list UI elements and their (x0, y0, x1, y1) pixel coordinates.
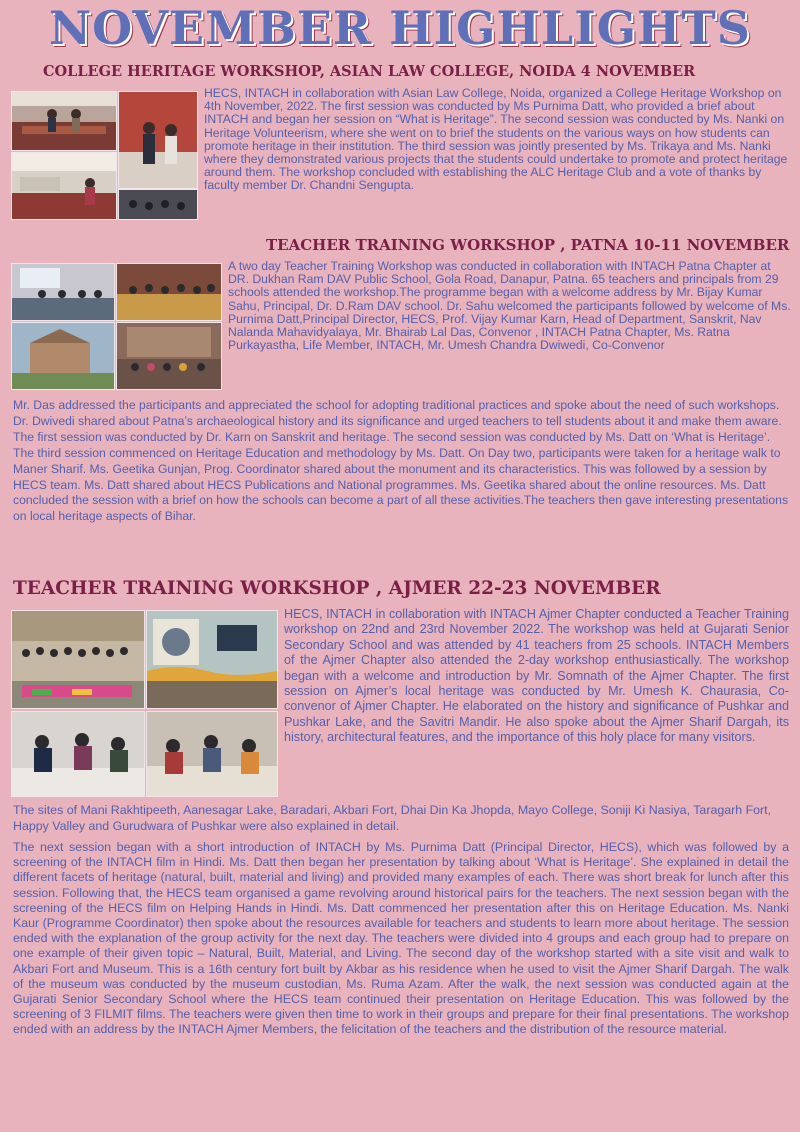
photo-noida-speakers (118, 91, 198, 189)
photo-ajmer-discussion (146, 711, 278, 797)
photo-patna-group (116, 263, 222, 321)
photo-patna-heritage-walk (116, 322, 222, 390)
photo-patna-monument (11, 322, 115, 390)
patna-paragraph-2: Mr. Das addressed the participants and appreciated the school for adopting traditional practices and spoke about the need of such workshops. Dr. Dwivedi shared about Patna’s archaeological history and its significance and urged teachers to tell students about it and make them aware. The first session was conducted by Dr. Karn on Sanskrit and heritage. The second session was conducted by Ms. Datt on ‘What is Heritage’. The third session commenced on Heritage Education and methodology by Ms. Datt. On Day two, participants were taken for a heritage walk to Maner Sharif. Ms. Geetika Gunjan, Prog. Coordinator shared about the monument and its characteristics. This was followed by a session by HECS team. Ms. Datt shared about HECS Publications and National programmes. Ms. Geetika shared about the online resources. Ms. Datt concluded the session with a brief on how the schools can become a part of all these activities.The teachers then gave interesting presentations on local heritage aspects of Bihar. (13, 398, 789, 524)
ajmer-paragraph-3: The next session began with a short introduction of INTACH by Ms. Purnima Datt (Principal Director, HECS), which was followed by a screening of the INTACH film in Hindi. Ms. Datt then began her presentation by talking about ‘What is Heritage’. She explained in detail the different facets of heritage (natural, built, material and living) and provided many examples of each. There was short break for lunch after this session. Following that, the HECS team organised a game revolving around historical pairs for the teachers. The next session began with the screening of the HECS film on Helping Hands in Hindi. Ms. Datt commenced her presentation after this on Heritage Education. Ms. Nanki Kaur (Programme Coordinator) then spoke about the resources available for teachers and students to learn more about heritage. The session ended with the explanation of the group activity for the next day. The teachers were divided into 4 groups and each group had to prepare on one example of their given topic – Natural, Built, Material, and Living. The second day of the workshop started with a site visit and walk to Akbari Fort and Museum. This is a 16th century fort built by Akbar as his residence when he used to visit the Ajmer Sharif Dargah. The walk of the museum was conducted by the museum custodian, Ms. Ruma Azam. After the walk, the next session was conducted again at the Gujarati Senior Secondary School where the HECS team continued their presentation on Heritage Education. This was followed by the screening of 3 FILMIT films. The teachers were given then time to work in their groups and prepare for their final presentations. The workshop ended with an address by the INTACH Ajmer Members, the felicitation of the teachers and the distribution of the resource material. (13, 840, 789, 1037)
patna-paragraph-1: A two day Teacher Training Workshop was conducted in collaboration with INTACH Patna Chapter at DR. Dukhan Ram DAV Public School, Gola Road, Danapur, Patna. 65 teachers and principals from 29 schools attended the workshop.The programme began with a welcome address by Mr. Bijay Kumar Sahu, Principal, Dr. D.Ram DAV school. Dr. Sahu welcomed the participants followed by welcome of Ms. Purnima Datt,Principal Director, HECS, Prof. Vijay Kumar Karn, Head of Department, Sanskrit, Nav Nalanda Mahavidyalaya, Mr. Bhairab Lal Das, Convenor , INTACH Patna Chapter, Ms. Ratna Purkayastha, Life Member, INTACH, Mr. Umesh Chandra Dwiwedi, Co-Convenor (228, 259, 791, 353)
photo-ajmer-group (11, 610, 145, 709)
section-heading-patna: TEACHER TRAINING WORKSHOP , PATNA 10-11 NOVEMBER (266, 236, 790, 254)
section-heading-ajmer: TEACHER TRAINING WORKSHOP , AJMER 22-23 NOVEMBER (13, 578, 661, 599)
ajmer-paragraph-2: The sites of Mani Rakhtipeeth, Aanesagar Lake, Baradari, Akbari Fort, Dhai Din Ka Jhopda, Mayo College, Soniji Ki Nasiya, Taragarh Fort, Happy Valley and Gurudwara of Pushkar were also explained in detail. (13, 803, 772, 833)
photo-patna-stage (11, 263, 115, 321)
photo-noida-audience (118, 189, 198, 220)
page-title: NOVEMBER HIGHLIGHTS (49, 1, 751, 55)
section-heading-noida: COLLEGE HERITAGE WORKSHOP, ASIAN LAW COLLEGE, NOIDA 4 NOVEMBER (43, 63, 696, 80)
photo-ajmer-screening (146, 610, 278, 709)
noida-paragraph: HECS, INTACH in collaboration with Asian Law College, Noida, organized a College Heritage Workshop on 4th November, 2022. The first session was conducted by Ms Purnima Datt, who provided a brief about INTACH and began her session on “What is Heritage”. The second session was conducted by Ms. Nanki on Heritage Volunteerism, where she went on to brief the students on the various ways on how students can promote heritage in their institution. The third session was jointly presented by Ms. Trikaya and Ms. Nanki where they demonstrated various projects that the students could undertake to promote and protect heritage around them. The workshop concluded with establishing the ALC Heritage Club and a vote of thanks by faculty member Dr. Chandni Sengupta. (204, 86, 788, 193)
photo-ajmer-group-work (11, 711, 145, 797)
photo-noida-lecture-hall (11, 91, 117, 151)
ajmer-paragraph-1: HECS, INTACH in collaboration with INTACH Ajmer Chapter conducted a Teacher Training workshop on 22nd and 23rd November 2022. The workshop was held at Gujarati Senior Secondary School and was attended by 41 teachers from 25 schools. INTACH Members of the Ajmer Chapter also attended the 2-day workshop enthusiastically. The workshop began with a welcome and introduction by Mr. Somnath of the Ajmer Chapter. The first session on Ajmer’s local heritage was conducted by Mr. Umesh K. Chaurasia, Co-convenor of Ajmer Chapter. He elaborated on the history and significance of Pushkar and Pushkar Lake, and the Savitri Mandir. He also spoke about the Ajmer Sharif Dargah, its history, architectural features, and the importance of this holy place for many visitors. (284, 607, 789, 745)
photo-noida-presentation (11, 152, 117, 220)
